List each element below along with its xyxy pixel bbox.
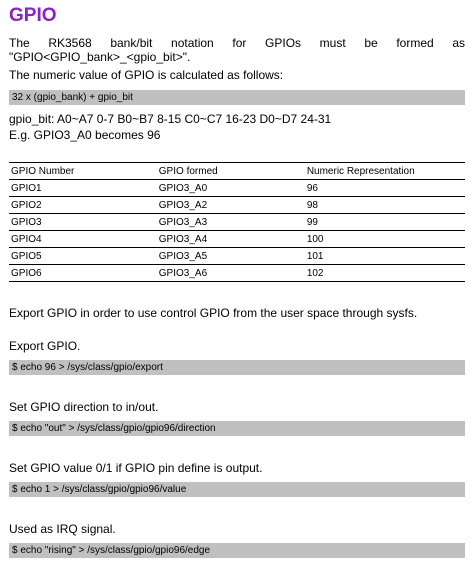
section-label-value: Set GPIO value 0/1 if GPIO pin define is output. — [9, 461, 263, 475]
table-row — [9, 180, 465, 197]
document-page — [9, 0, 465, 558]
code-block-export: $ echo 96 > /sys/class/gpio/export — [9, 360, 465, 375]
table-cell: GPIO2 — [9, 197, 157, 214]
table-cell: GPIO6 — [9, 265, 157, 282]
table-cell: GPIO5 — [9, 248, 157, 265]
section-label-irq: Used as IRQ signal. — [9, 522, 116, 536]
table-row — [9, 231, 465, 248]
table-row — [9, 197, 465, 214]
table-cell: 98 — [305, 197, 465, 214]
export-intro-text: Export GPIO in order to use control GPIO from the user space through sysfs. — [9, 306, 418, 320]
table-cell: GPIO3 — [9, 214, 157, 231]
table-cell: GPIO3_A2 — [157, 197, 305, 214]
intro-notation-text: The RK3568 bank/bit notation for GPIOs must be formed as "GPIO<GPIO_bank>_<gpio_bit>". — [9, 36, 465, 64]
gpio-bit-mapping-text: gpio_bit: A0~A7 0-7 B0~B7 8-15 C0~C7 16-23 D0~D7 24-31 — [9, 112, 332, 126]
table-cell: GPIO3_A0 — [157, 180, 305, 197]
table-header-numeric: Numeric Representation — [305, 163, 465, 180]
gpio-mapping-table — [9, 162, 465, 282]
code-block-edge: $ echo "rising" > /sys/class/gpio/gpio96/edge — [9, 543, 465, 558]
table-cell: 96 — [305, 180, 465, 197]
table-cell: GPIO1 — [9, 180, 157, 197]
example-text: E.g. GPIO3_A0 becomes 96 — [9, 128, 161, 142]
intro-calculation-text: The numeric value of GPIO is calculated as follows: — [9, 68, 284, 82]
table-cell: GPIO4 — [9, 231, 157, 248]
table-cell: 102 — [305, 265, 465, 282]
section-label-export: Export GPIO. — [9, 339, 81, 353]
table-cell: GPIO3_A5 — [157, 248, 305, 265]
table-row — [9, 214, 465, 231]
table-cell: GPIO3_A6 — [157, 265, 305, 282]
page-title: GPIO — [9, 5, 57, 26]
table-cell: 99 — [305, 214, 465, 231]
table-row — [9, 248, 465, 265]
table-cell: 100 — [305, 231, 465, 248]
table-row — [9, 265, 465, 282]
table-header-row — [9, 163, 465, 180]
table-cell: GPIO3_A3 — [157, 214, 305, 231]
code-block-direction: $ echo "out" > /sys/class/gpio/gpio96/direction — [9, 421, 465, 436]
section-label-direction: Set GPIO direction to in/out. — [9, 400, 159, 414]
table-cell: GPIO3_A4 — [157, 231, 305, 248]
formula-code-block: 32 x (gpio_bank) + gpio_bit — [9, 90, 465, 105]
table-cell: 101 — [305, 248, 465, 265]
table-header-gpio-formed: GPIO formed — [157, 163, 305, 180]
code-block-value: $ echo 1 > /sys/class/gpio/gpio96/value — [9, 482, 465, 497]
table-header-gpio-number: GPIO Number — [9, 163, 157, 180]
